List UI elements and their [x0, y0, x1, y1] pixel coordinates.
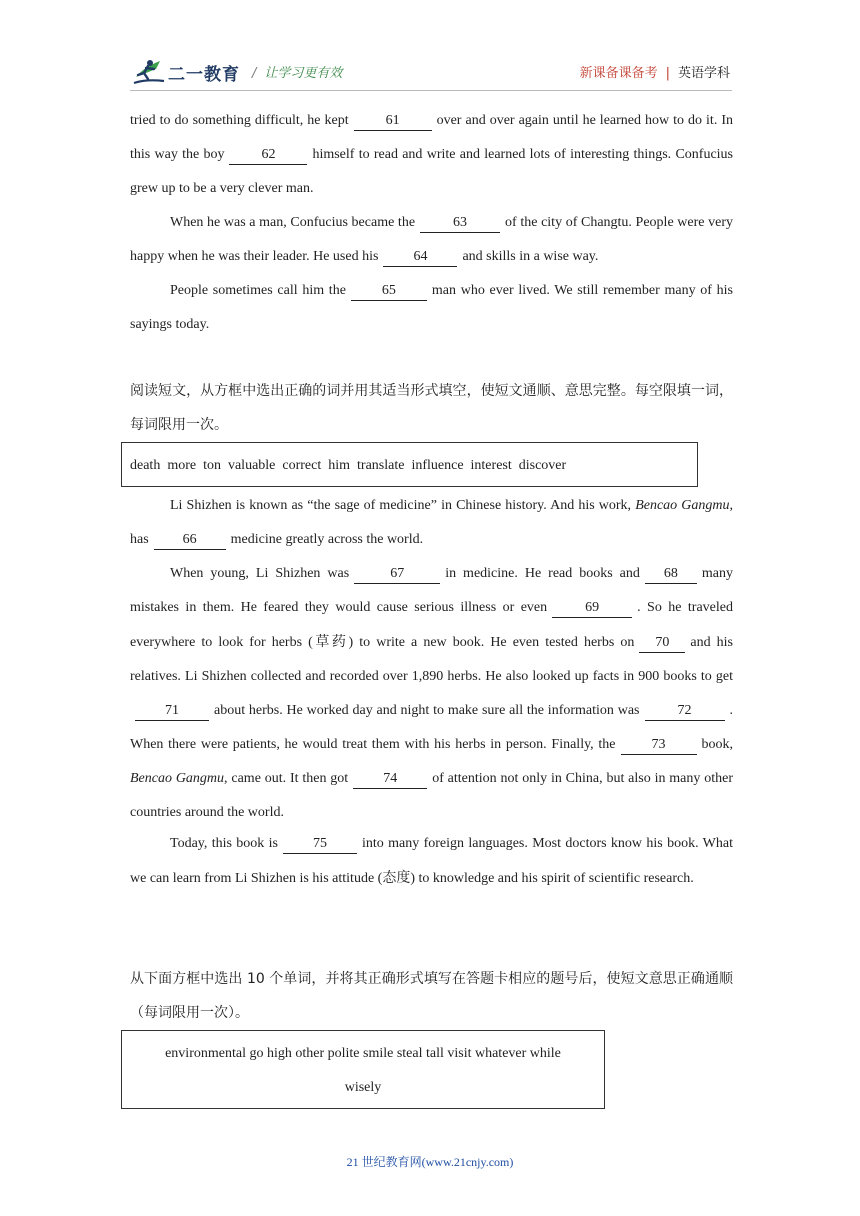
- paragraph-confucius-3: People sometimes call him the 65 man who ever lived. We still remember many of his sayings today.: [130, 283, 733, 332]
- page-footer: 21 世纪教育网(www.21cnjy.com): [346, 1155, 514, 1169]
- header-red-text: 新课备课备考: [579, 66, 658, 81]
- blank-68[interactable]: 68: [645, 565, 697, 584]
- header-divider: [130, 90, 732, 91]
- blank-67[interactable]: 67: [354, 565, 440, 584]
- blank-73[interactable]: 73: [621, 736, 697, 755]
- blank-65[interactable]: 65: [351, 282, 427, 301]
- word-box-section-2: [121, 442, 698, 487]
- blank-74[interactable]: 74: [353, 770, 427, 789]
- paragraph-lishizhen-1: Li Shizhen is known as “the sage of medicine” in Chinese history. And his work, Bencao Gangmu, has 66 medicine greatly across the world.: [130, 489, 733, 557]
- paragraph-confucius-1: tried to do something difficult, he kept 61 over and over again until he learned how to do it. In this way the boy 62 himself to read and write and learned lots of interesting things. Confucius grew up to be a very clever man.: [130, 113, 733, 196]
- logo: [130, 55, 240, 89]
- blank-62[interactable]: 62: [229, 146, 307, 165]
- header-subject: 英语学科: [677, 66, 730, 81]
- instruction-section-2: 阅读短文，从方框中选出正确的词并用其适当形式填空，使短文通顺、意思完整。每空限填一词，每词限用一次。: [130, 383, 733, 433]
- header-right: [580, 62, 730, 81]
- running-man-logo-icon: [130, 57, 166, 87]
- paragraph-lishizhen-2: When young, Li Shizhen was 67 in medicine. He read books and 68 many mistakes in them. He feared they would cause serious illness or even 69 . So he traveled everywhere to look for herbs (草药) to write a new book. He even tested herbs on 70 and his relatives. Li Shizhen collected and recorded over 1,890 herbs. He also looked up facts in 900 books to get71 about herbs. He worked day and night to make sure all the information was 72 . When there were patients, he would treat them with his herbs in person. Finally, the 73 book, Bencao Gangmu, came out. It then got 74 of attention not only in China, but also in many other countries around the world.: [130, 566, 733, 820]
- blank-71[interactable]: 71: [135, 702, 209, 721]
- paragraph-lishizhen-3: Today, this book is 75 into many foreign languages. Most doctors know his book. What we can learn from Li Shizhen is his attitude (态度) to knowledge and his spirit of scientific research.: [130, 836, 733, 886]
- instruction-section-3: 从下面方框中选出 10 个单词，并将其正确形式填写在答题卡相应的题号后，使短文意思正确通顺（每词限用一次）。: [130, 971, 733, 1021]
- word-box-section-3-line-1: environmental go high other polite smile steal tall visit whatever while: [165, 1046, 561, 1061]
- blank-75[interactable]: 75: [283, 835, 357, 854]
- blank-64[interactable]: 64: [383, 248, 457, 267]
- blank-72[interactable]: 72: [645, 702, 725, 721]
- blank-66[interactable]: 66: [154, 531, 226, 550]
- slogan: / 让学习更有效: [252, 66, 343, 81]
- word-box-section-2-text: death more ton valuable correct him translate influence interest discover: [130, 458, 567, 473]
- paragraph-confucius-2: When he was a man, Confucius became the 63 of the city of Changtu. People were very happy when he was their leader. He used his 64 and skills in a wise way.: [130, 206, 733, 274]
- word-box-section-3: [121, 1030, 605, 1109]
- blank-63[interactable]: 63: [420, 214, 500, 233]
- logo-text: 二一教育: [168, 64, 240, 85]
- word-box-section-3-line-2: wisely: [344, 1080, 382, 1095]
- blank-61[interactable]: 61: [354, 112, 432, 131]
- page-header: [130, 55, 730, 95]
- blank-69[interactable]: 69: [552, 599, 632, 618]
- header-separator: |: [665, 66, 670, 81]
- blank-70[interactable]: 70: [639, 634, 685, 653]
